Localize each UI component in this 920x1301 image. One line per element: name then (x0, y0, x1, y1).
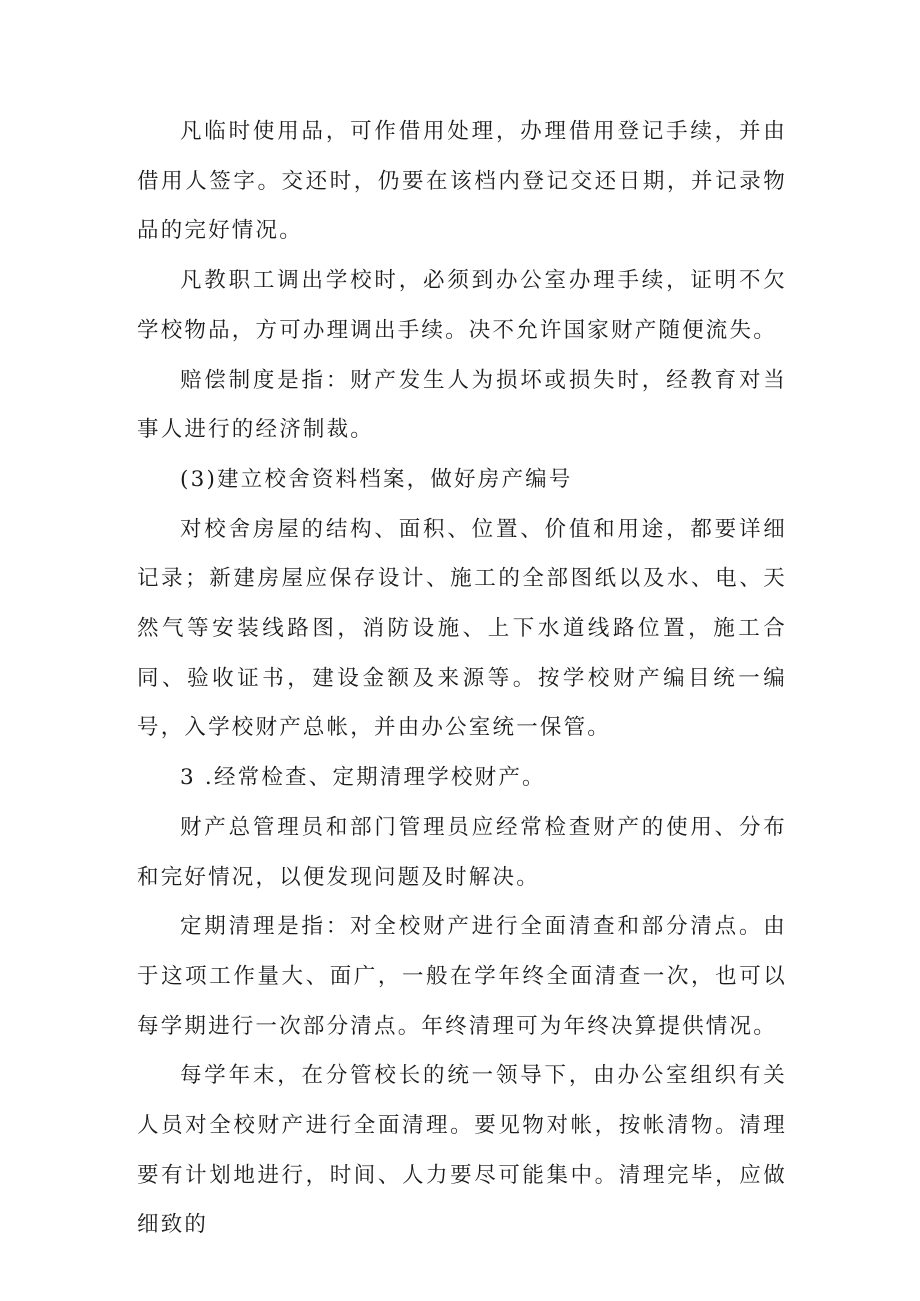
paragraph-temporary-items: 凡临时使用品，可作借用处理，办理借用登记手续，并由借用人签字。交还时，仍要在该档内登记交还日期，并记录物品的完好情况。 (137, 119, 787, 244)
paragraph-year-end-clearance: 每学年末，在分管校长的统一领导下，由办公室组织有关人员对全校财产进行全面清理。要见物对帐，按帐清物。清理要有计划地进行，时间、人力要尽可能集中。清理完毕，应做细致的 (137, 1063, 787, 1238)
section-heading-building-archive: (3)建立校舍资料档案，做好房产编号 (180, 466, 573, 492)
section-heading-inspection: 3 .经常检查、定期清理学校财产。 (180, 765, 546, 791)
paragraph-periodic-clearance: 定期清理是指：对全校财产进行全面清查和部分清点。由于这项工作量大、面广，一般在学年终全面清查一次，也可以每学期进行一次部分清点。年终清理可为年终决算提供情况。 (137, 914, 787, 1039)
paragraph-building-records: 对校舍房屋的结构、面积、位置、价值和用途，都要详细记录；新建房屋应保存设计、施工的全部图纸以及水、电、天然气等安装线路图，消防设施、上下水道线路位置，施工合同、验收证书，建设金额及来源等。按学校财产编目统一编号，入学校财产总帐，并由办公室统一保管。 (137, 516, 787, 741)
document-body (137, 107, 787, 1250)
paragraph-staff-transfer: 凡教职工调出学校时，必须到办公室办理手续，证明不欠学校物品，方可办理调出手续。决不允许国家财产随便流失。 (137, 268, 787, 343)
paragraph-regular-inspection: 财产总管理员和部门管理员应经常检查财产的使用、分布和完好情况，以便发现问题及时解决。 (137, 814, 787, 890)
paragraph-compensation: 赔偿制度是指：财产发生人为损坏或损失时，经教育对当事人进行的经济制裁。 (137, 367, 787, 443)
